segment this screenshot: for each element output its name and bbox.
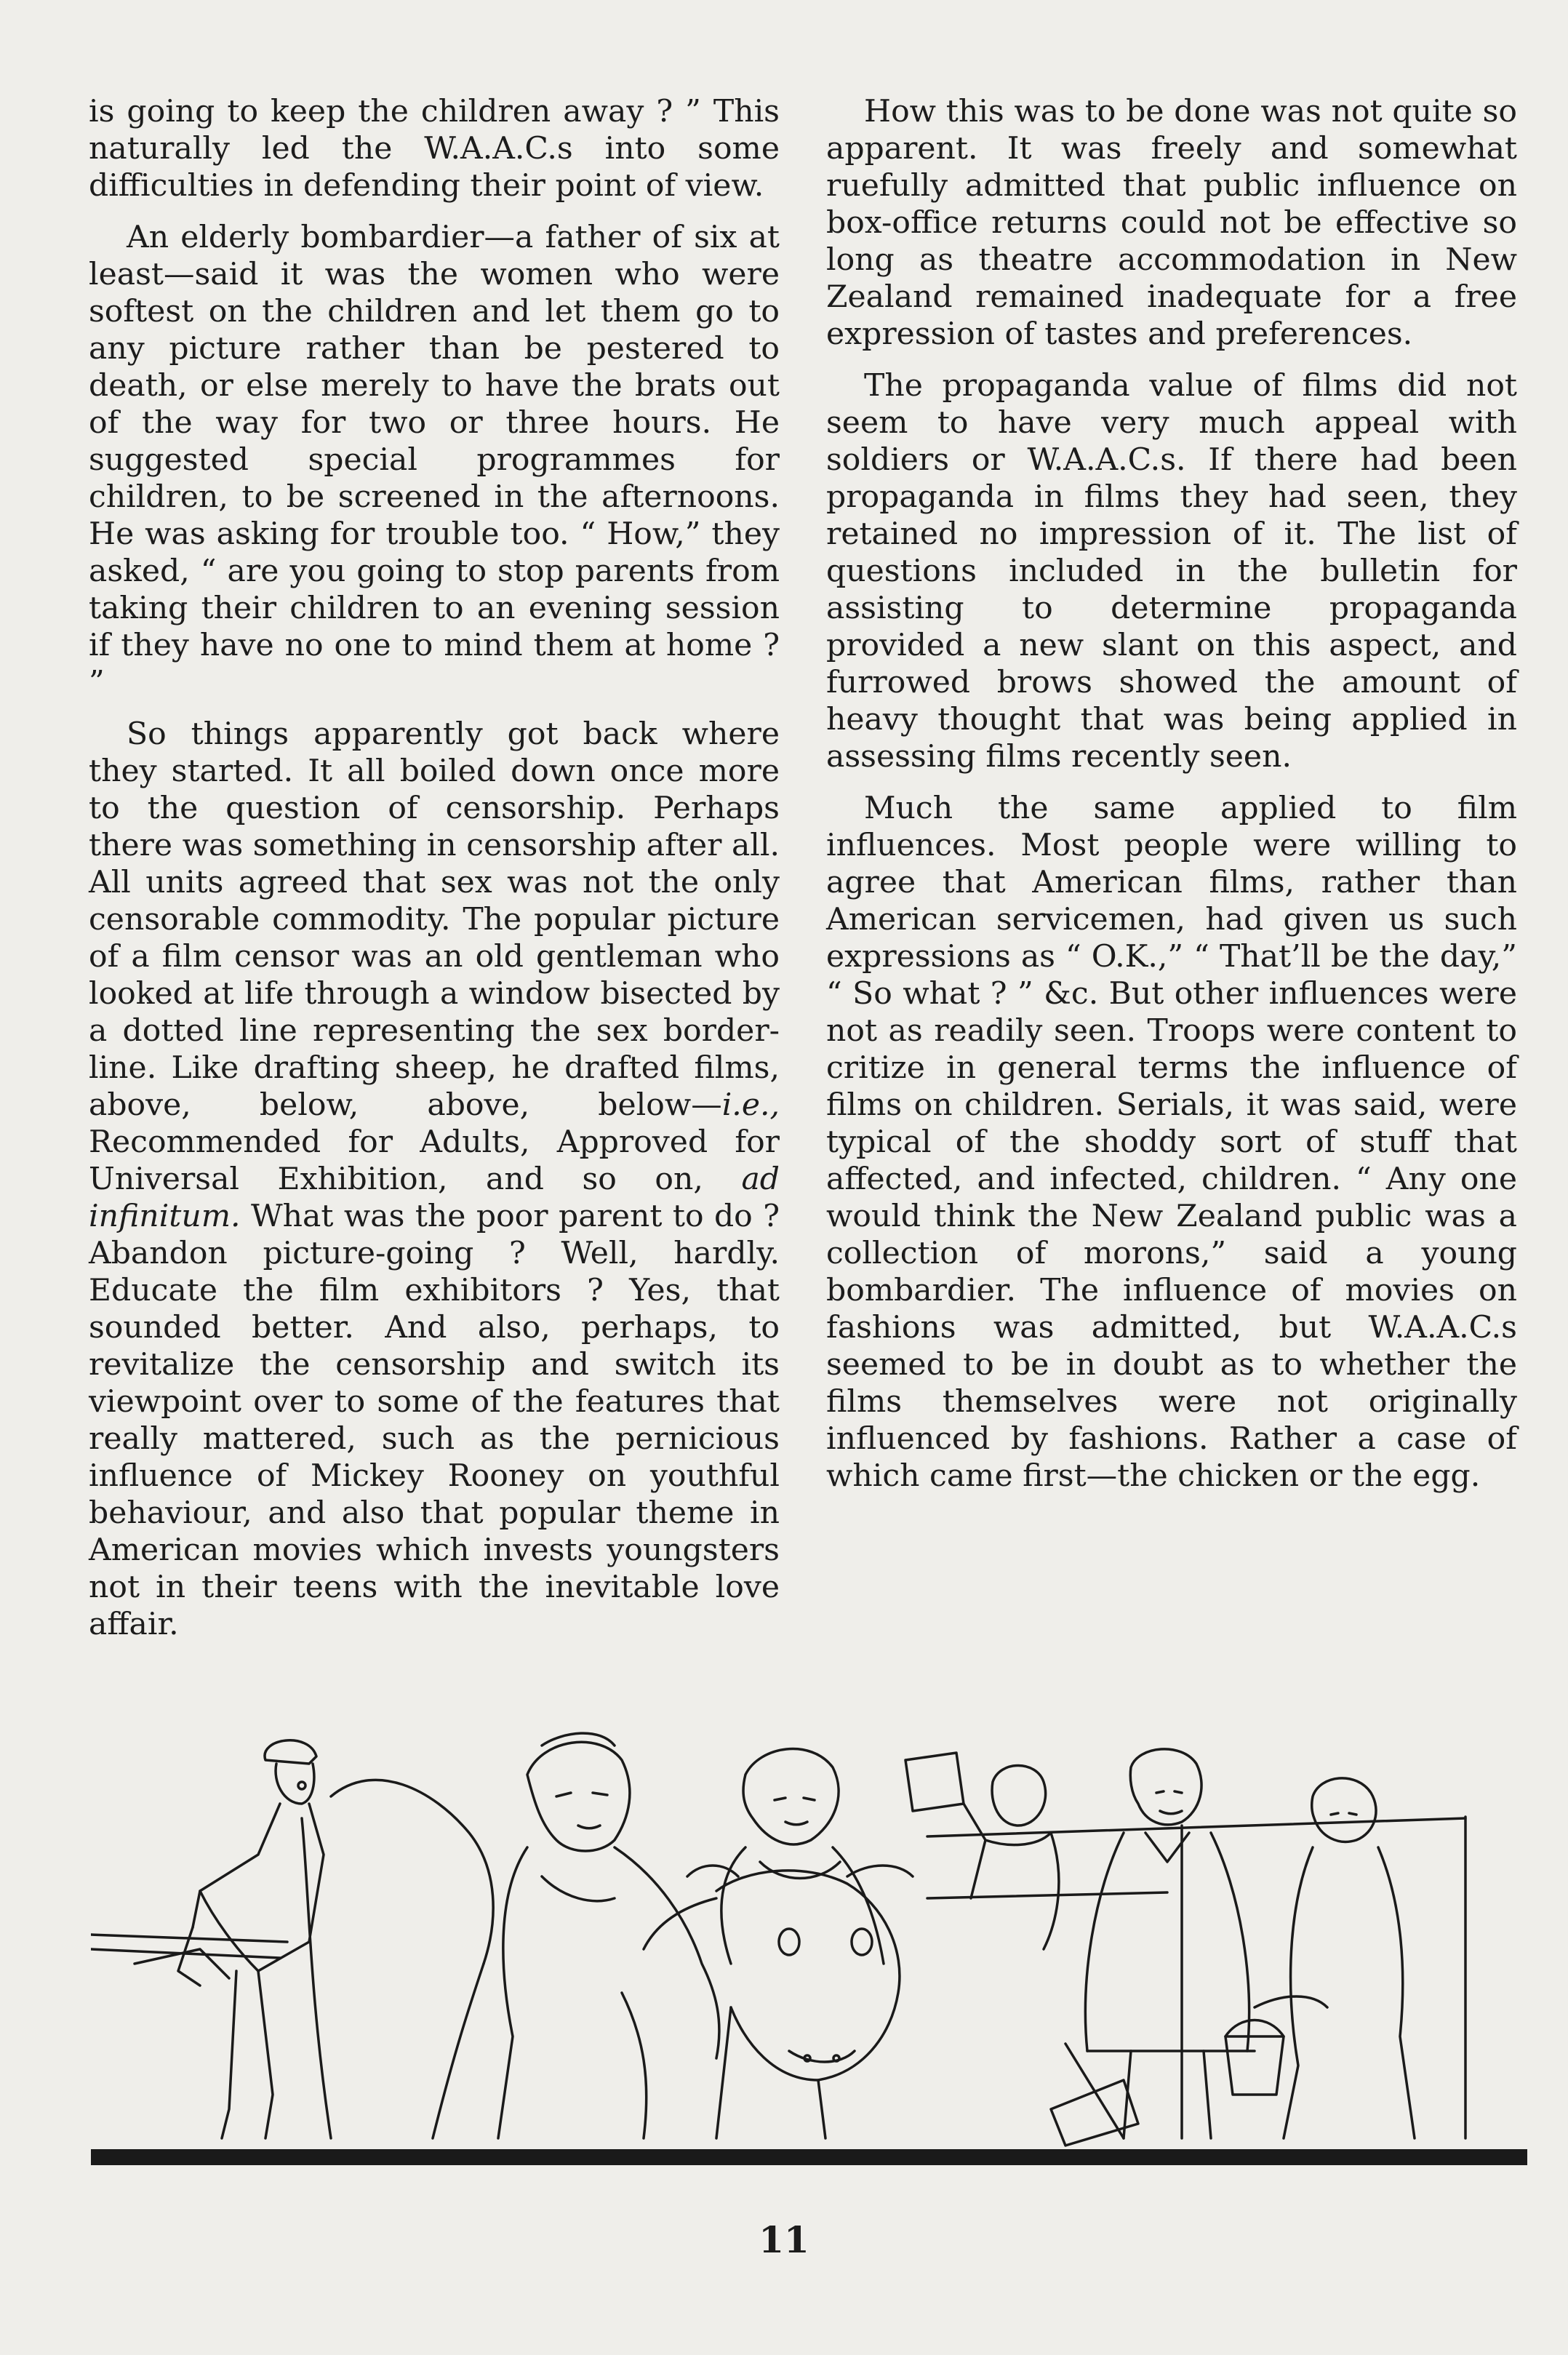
right-paragraph-3: Much the same applied to film influences. Most people were willing to agree that American films, rather than American servicemen, had given us such expressions as “ O.K.,” “ That’ll be the day,” “ So what ? ” &c. But other influences were not as readily seen. Troops were content to critize in general terms the influence of films on children. Serials, it was said, were typical of the shoddy sort of stuff that affected, and infected, children. “ Any one would think the New Zealand public was a collection of morons,” said a young bombardier. The influence of movies on fashions was admitted, but W.A.A.C.s seemed to be in doubt as to whether the films themselves were not originally influenced by fashions. Rather a case of which came first—the chicken or the egg. (826, 791, 1517, 1494)
illustration-base-bar (91, 2149, 1527, 2165)
right-paragraph-2: The propaganda value of films did not seem to have very much appeal with soldiers or W.A.A.C.s. If there had been propaganda in films they had seen, they retained no impression of it. The list of questions included in the bulletin for assisting to determine propaganda provided a new slant on this aspect, and furrowed brows showed the amount of heavy thought that was being applied in assessing films recently seen. (826, 368, 1517, 775)
left-paragraph-3 (89, 716, 780, 1643)
stall-fence (91, 1817, 1465, 2138)
ie-abbreviation: i.e., (721, 1087, 780, 1123)
ad-infinitum-phrase: ad infinitum. (89, 1161, 780, 1234)
girl-figure-2 (721, 1749, 884, 1964)
cow-figure (302, 1780, 913, 2138)
page-number: 11 (759, 2218, 809, 2261)
left-paragraph-1: is going to keep the children away ? ” This naturally led the W.A.A.C.s into some difficulties in defending their point of view. (89, 94, 780, 204)
right-paragraph-1: How this was to be done was not quite so apparent. It was freely and somewhat ruefully admitted that public influence on box-office returns could not be effective so long as theatre accommodation in New Zealand remained inadequate for a free expression of tastes and preferences. (826, 94, 1517, 352)
left-column (89, 93, 780, 1658)
figure-with-bucket (905, 1753, 1059, 1949)
left-paragraph-3-part-c: What was the poor parent to do ? Abandon picture-going ? Well, hardly. Educate the film exhibitors ? Yes, that sounded better. And also, perhaps, to revitalize the censorship and switch its viewpoint over to some of the features that really mattered, such as the pernicious influence of Mickey Rooney on youthful behaviour, and also that popular theme in American movies which invests youngsters not in their teens with the inevitable love affair. (89, 1199, 780, 1642)
girl-figure-3 (1085, 1749, 1255, 2138)
left-paragraph-3-part-b: Recommended for Adults, Approved for Universal Exhibition, and so on, (89, 1124, 780, 1197)
right-column (826, 93, 1517, 1509)
left-paragraph-3-part-a: So things apparently got back where they started. It all boiled down once more to the question of censorship. Perhaps there was something in censorship after all. All units agreed that sex was not the only censorable commodity. The popular picture of a film censor was an old gentleman who looked at life through a window bisected by a dotted line representing the sex border-line. Like drafting sheep, he drafted films, above, below, above, below— (89, 716, 780, 1123)
farm-scene-illustration (91, 1731, 1527, 2167)
farmer-figure (135, 1740, 324, 2138)
girl-figure-1 (498, 1733, 719, 2138)
left-paragraph-2: An elderly bombardier—a father of six at least—said it was the women who were softest on the children and let them go to any picture rather than be pestered to death, or else merely to have the brats out of the way for two or three hours. He suggested special programmes for children, to be screened in the afternoons. He was asking for trouble too. “ How,” they asked, “ are you going to stop parents from taking their children to an evening session if they have no one to mind them at home ? ” (89, 220, 780, 700)
